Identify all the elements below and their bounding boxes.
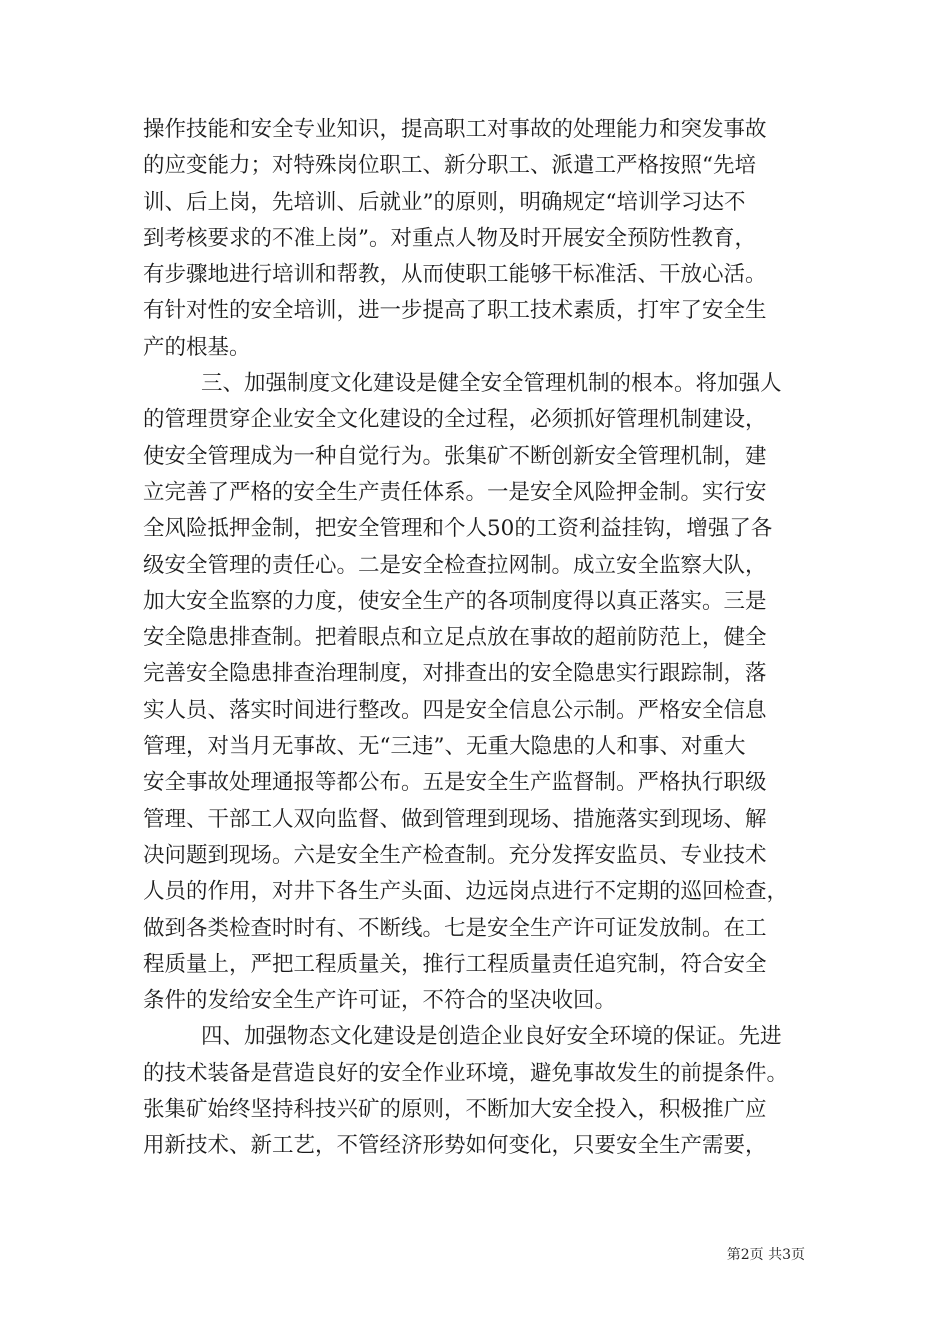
text-line: 训、后上岗，先培训、后就业”的原则，明确规定“培训学习达不 [143,189,746,215]
text-line: 张集矿始终坚持科技兴矿的原则，不断加大安全投入，积极推广应 [143,1097,767,1123]
document-body [143,112,811,1165]
text-line: 立完善了严格的安全生产责任体系。一是安全风险押金制。实行安 [143,479,767,505]
text-line: 安全事故处理通报等都公布。五是安全生产监督制。严格执行职级 [143,770,767,796]
text-line: 程质量上，严把工程质量关，推行工程质量责任追究制，符合安全 [143,951,767,977]
text-line: 用新技术、新工艺，不管经济形势如何变化，只要安全生产需要， [143,1133,767,1159]
text-line: 操作技能和安全专业知识，提高职工对事故的处理能力和突发事故 [143,117,767,142]
text-line: 完善安全隐患排查治理制度，对排查出的安全隐患实行跟踪制，落 [143,661,767,687]
text-line: 人员的作用，对井下各生产头面、边远岗点进行不定期的巡回检查， [143,879,789,905]
text-line: 产的根基。 [143,334,251,360]
text-line: 三、加强制度文化建设是健全安全管理机制的根本。将加强人 [201,371,782,397]
text-line: 四、加强物态文化建设是创造企业良好安全环境的保证。先进 [201,1024,782,1050]
paragraph [143,1019,811,1164]
text-line: 有针对性的安全培训，进一步提高了职工技术素质，打牢了安全生 [143,298,767,324]
text-line: 做到各类检查时时有、不断线。七是安全生产许可证发放制。在工 [143,915,767,941]
text-line: 的管理贯穿企业安全文化建设的全过程，必须抓好管理机制建设， [143,407,767,433]
text-line: 管理、干部工人双向监督、做到管理到现场、措施落实到现场、解 [143,806,767,832]
text-line: 的应变能力；对特殊岗位职工、新分职工、派遣工严格按照“先培 [143,153,756,179]
text-line: 的技术装备是营造良好的安全作业环境，避免事故发生的前提条件。 [143,1060,789,1086]
text-line: 管理，对当月无事故、无“三违”、无重大隐患的人和事、对重大 [143,734,746,760]
text-line: 实人员、落实时间进行整改。四是安全信息公示制。严格安全信息 [143,697,767,723]
text-line: 决问题到现场。六是安全生产检查制。充分发挥安监员、专业技术 [143,842,767,868]
text-line: 使安全管理成为一种自觉行为。张集矿不断创新安全管理机制，建 [143,443,767,469]
paragraph [143,366,811,1019]
paragraph [143,112,811,366]
page-number: 第2页 共3页 [726,1247,805,1263]
text-line: 条件的发给安全生产许可证，不符合的坚决收回。 [143,988,617,1014]
text-line: 级安全管理的责任心。二是安全检查拉网制。成立安全监察大队， [143,552,767,578]
text-line: 到考核要求的不准上岗”。对重点人物及时开展安全预防性教育， [143,225,756,251]
text-line: 加大安全监察的力度，使安全生产的各项制度得以真正落实。三是 [143,588,767,614]
text-line: 全风险抵押金制，把安全管理和个人50的工资利益挂钩，增强了各 [143,516,773,542]
text-line: 有步骤地进行培训和帮教，从而使职工能够干标准活、干放心活。 [143,262,767,288]
text-line: 安全隐患排查制。把着眼点和立足点放在事故的超前防范上，健全 [143,625,767,651]
